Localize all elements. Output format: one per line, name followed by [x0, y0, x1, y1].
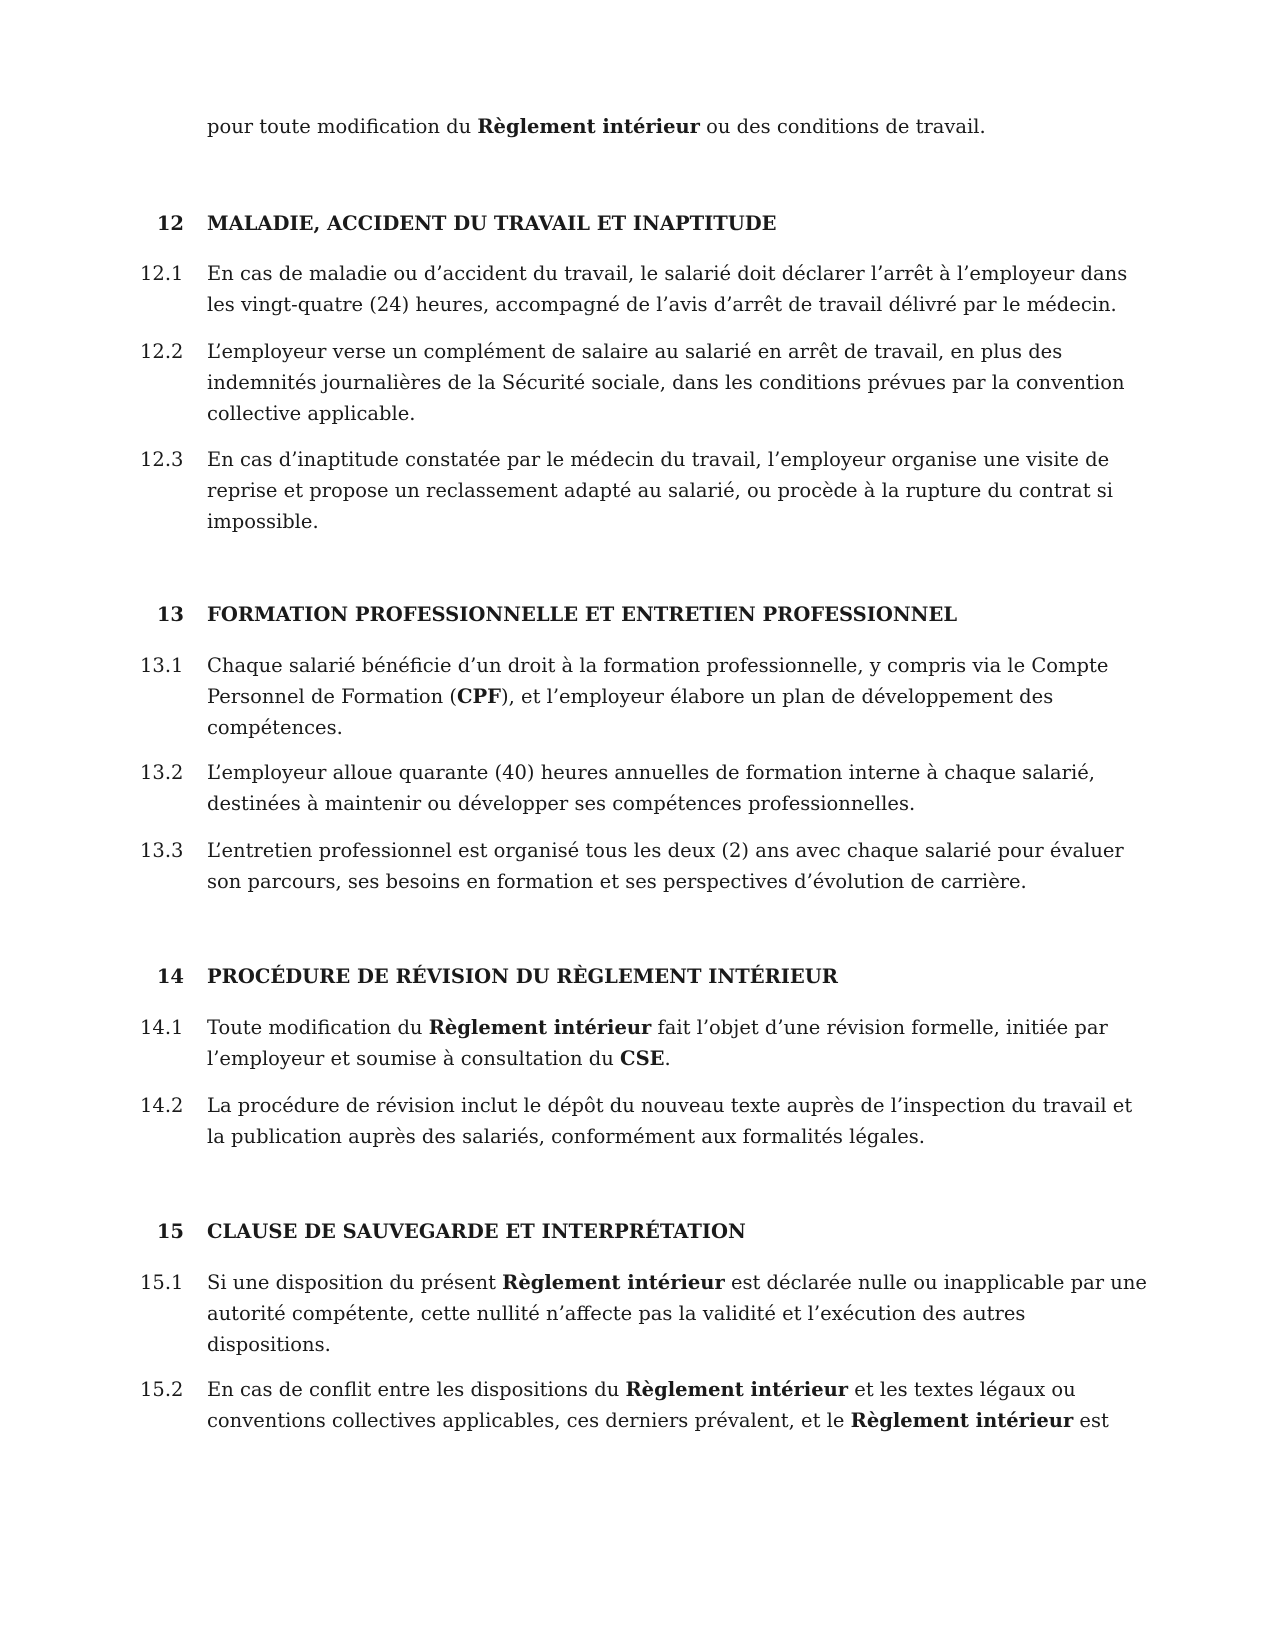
intro-text-end: ou des conditions de travail. — [699, 115, 986, 138]
clause-line: les vingt-quatre (24) heures, accompagné de l’avis d’arrêt de travail délivré par le médecin. — [207, 293, 1117, 316]
clause-line: La procédure de révision inclut le dépôt du nouveau texte auprès de l’inspection du travail et — [207, 1094, 1133, 1117]
bold-term-reglement: Règlement intérieur — [428, 1016, 652, 1039]
clause-text — [207, 1090, 1133, 1152]
clause-text — [207, 1374, 1127, 1436]
clause-text — [207, 336, 1127, 429]
clause-text-part: ), et l’employeur élabore un plan de développement des — [501, 685, 1054, 708]
section-number: 14 — [156, 965, 184, 988]
clause-text — [207, 757, 1127, 819]
section-title: CLAUSE DE SAUVEGARDE ET INTERPRÉTATION — [207, 1220, 746, 1243]
clause-line: la publication auprès des salariés, conformément aux formalités légales. — [207, 1125, 925, 1148]
clause-text-part: et les textes légaux ou — [848, 1378, 1076, 1401]
clause-text — [207, 258, 1127, 320]
bold-term-reglement: Règlement intérieur — [502, 1271, 725, 1294]
clause-line: destinées à maintenir ou développer ses compétences professionnelles. — [207, 792, 916, 815]
bold-term-reglement: Règlement intérieur — [850, 1409, 1074, 1432]
clause-text-part: est — [1073, 1409, 1109, 1432]
clause-line: autorité compétente, cette nullité n’affecte pas la validité et l’exécution des autres — [207, 1302, 1026, 1325]
clause-line — [207, 1012, 1127, 1043]
clause-text-part: est déclarée nulle ou inapplicable par une — [724, 1271, 1147, 1294]
clause-text-part: conventions collectives applicables, ces derniers prévalent, et le — [207, 1409, 851, 1432]
clause-line: collective applicable. — [207, 402, 416, 425]
intro-text: pour toute modification du — [207, 115, 478, 138]
clause-text-part: . — [664, 1047, 671, 1070]
clause-number: 13.3 — [140, 839, 184, 862]
section-title: MALADIE, ACCIDENT DU TRAVAIL ET INAPTITUDE — [207, 212, 777, 235]
clause-text — [207, 1267, 1147, 1360]
bold-term-cse: CSE — [620, 1047, 665, 1070]
clause-line: compétences. — [207, 716, 343, 739]
clause-line: En cas d’inaptitude constatée par le médecin du travail, l’employeur organise une visite de — [207, 448, 1110, 471]
clause-line: dispositions. — [207, 1333, 331, 1356]
clause-text-part: En cas de conflit entre les dispositions du — [207, 1378, 626, 1401]
section-number: 13 — [156, 603, 184, 626]
section-title: PROCÉDURE DE RÉVISION DU RÈGLEMENT INTÉRIEUR — [207, 965, 838, 988]
clause-text — [207, 1012, 1127, 1074]
clause-text — [207, 444, 1127, 537]
clause-number: 12.3 — [140, 448, 184, 471]
clause-number: 15.1 — [140, 1271, 184, 1294]
clause-line — [207, 1374, 1127, 1405]
clause-text — [207, 835, 1127, 897]
clause-line: En cas de maladie ou d’accident du travail, le salarié doit déclarer l’arrêt à l’employeur dans — [207, 262, 1128, 285]
clause-text-part: l’employeur et soumise à consultation du — [207, 1047, 621, 1070]
clause-line — [207, 681, 1127, 712]
clause-line: L’entretien professionnel est organisé tous les deux (2) ans avec chaque salarié pour évaluer — [207, 839, 1124, 862]
clause-line: reprise et propose un reclassement adapté au salarié, ou procède à la rupture du contrat si — [207, 479, 1113, 502]
clause-line: son parcours, ses besoins en formation et ses perspectives d’évolution de carrière. — [207, 870, 1027, 893]
clause-line: Chaque salarié bénéficie d’un droit à la formation professionnelle, y compris via le Compte — [207, 654, 1109, 677]
clause-number: 13.2 — [140, 761, 184, 784]
bold-term-reglement: Règlement intérieur — [625, 1378, 849, 1401]
clause-text-part: Si une disposition du présent — [207, 1271, 503, 1294]
clause-line: indemnités journalières de la Sécurité sociale, dans les conditions prévues par la convention — [207, 371, 1125, 394]
clause-text-part: Toute modification du — [207, 1016, 429, 1039]
section-number: 15 — [156, 1220, 184, 1243]
clause-number: 13.1 — [140, 654, 184, 677]
clause-line — [207, 1267, 1147, 1298]
clause-number: 14.2 — [140, 1094, 184, 1117]
clause-text-part: fait l’objet d’une révision formelle, initiée par — [651, 1016, 1108, 1039]
clause-number: 15.2 — [140, 1378, 184, 1401]
clause-number: 12.2 — [140, 340, 184, 363]
clause-text — [207, 650, 1127, 743]
clause-text-part: Personnel de Formation ( — [207, 685, 457, 708]
clause-line: L’employeur verse un complément de salaire au salarié en arrêt de travail, en plus des — [207, 340, 1063, 363]
section-number: 12 — [156, 212, 184, 235]
clause-line — [207, 1405, 1127, 1436]
intro-bold-term: Règlement intérieur — [477, 115, 700, 138]
clause-line: impossible. — [207, 510, 319, 533]
intro-line — [207, 111, 986, 142]
bold-term-cpf: CPF — [457, 685, 502, 708]
clause-number: 12.1 — [140, 262, 184, 285]
clause-line — [207, 1043, 1127, 1074]
section-title: FORMATION PROFESSIONNELLE ET ENTRETIEN PROFESSIONNEL — [207, 603, 958, 626]
clause-line: L’employeur alloue quarante (40) heures annuelles de formation interne à chaque salarié, — [207, 761, 1095, 784]
clause-number: 14.1 — [140, 1016, 184, 1039]
